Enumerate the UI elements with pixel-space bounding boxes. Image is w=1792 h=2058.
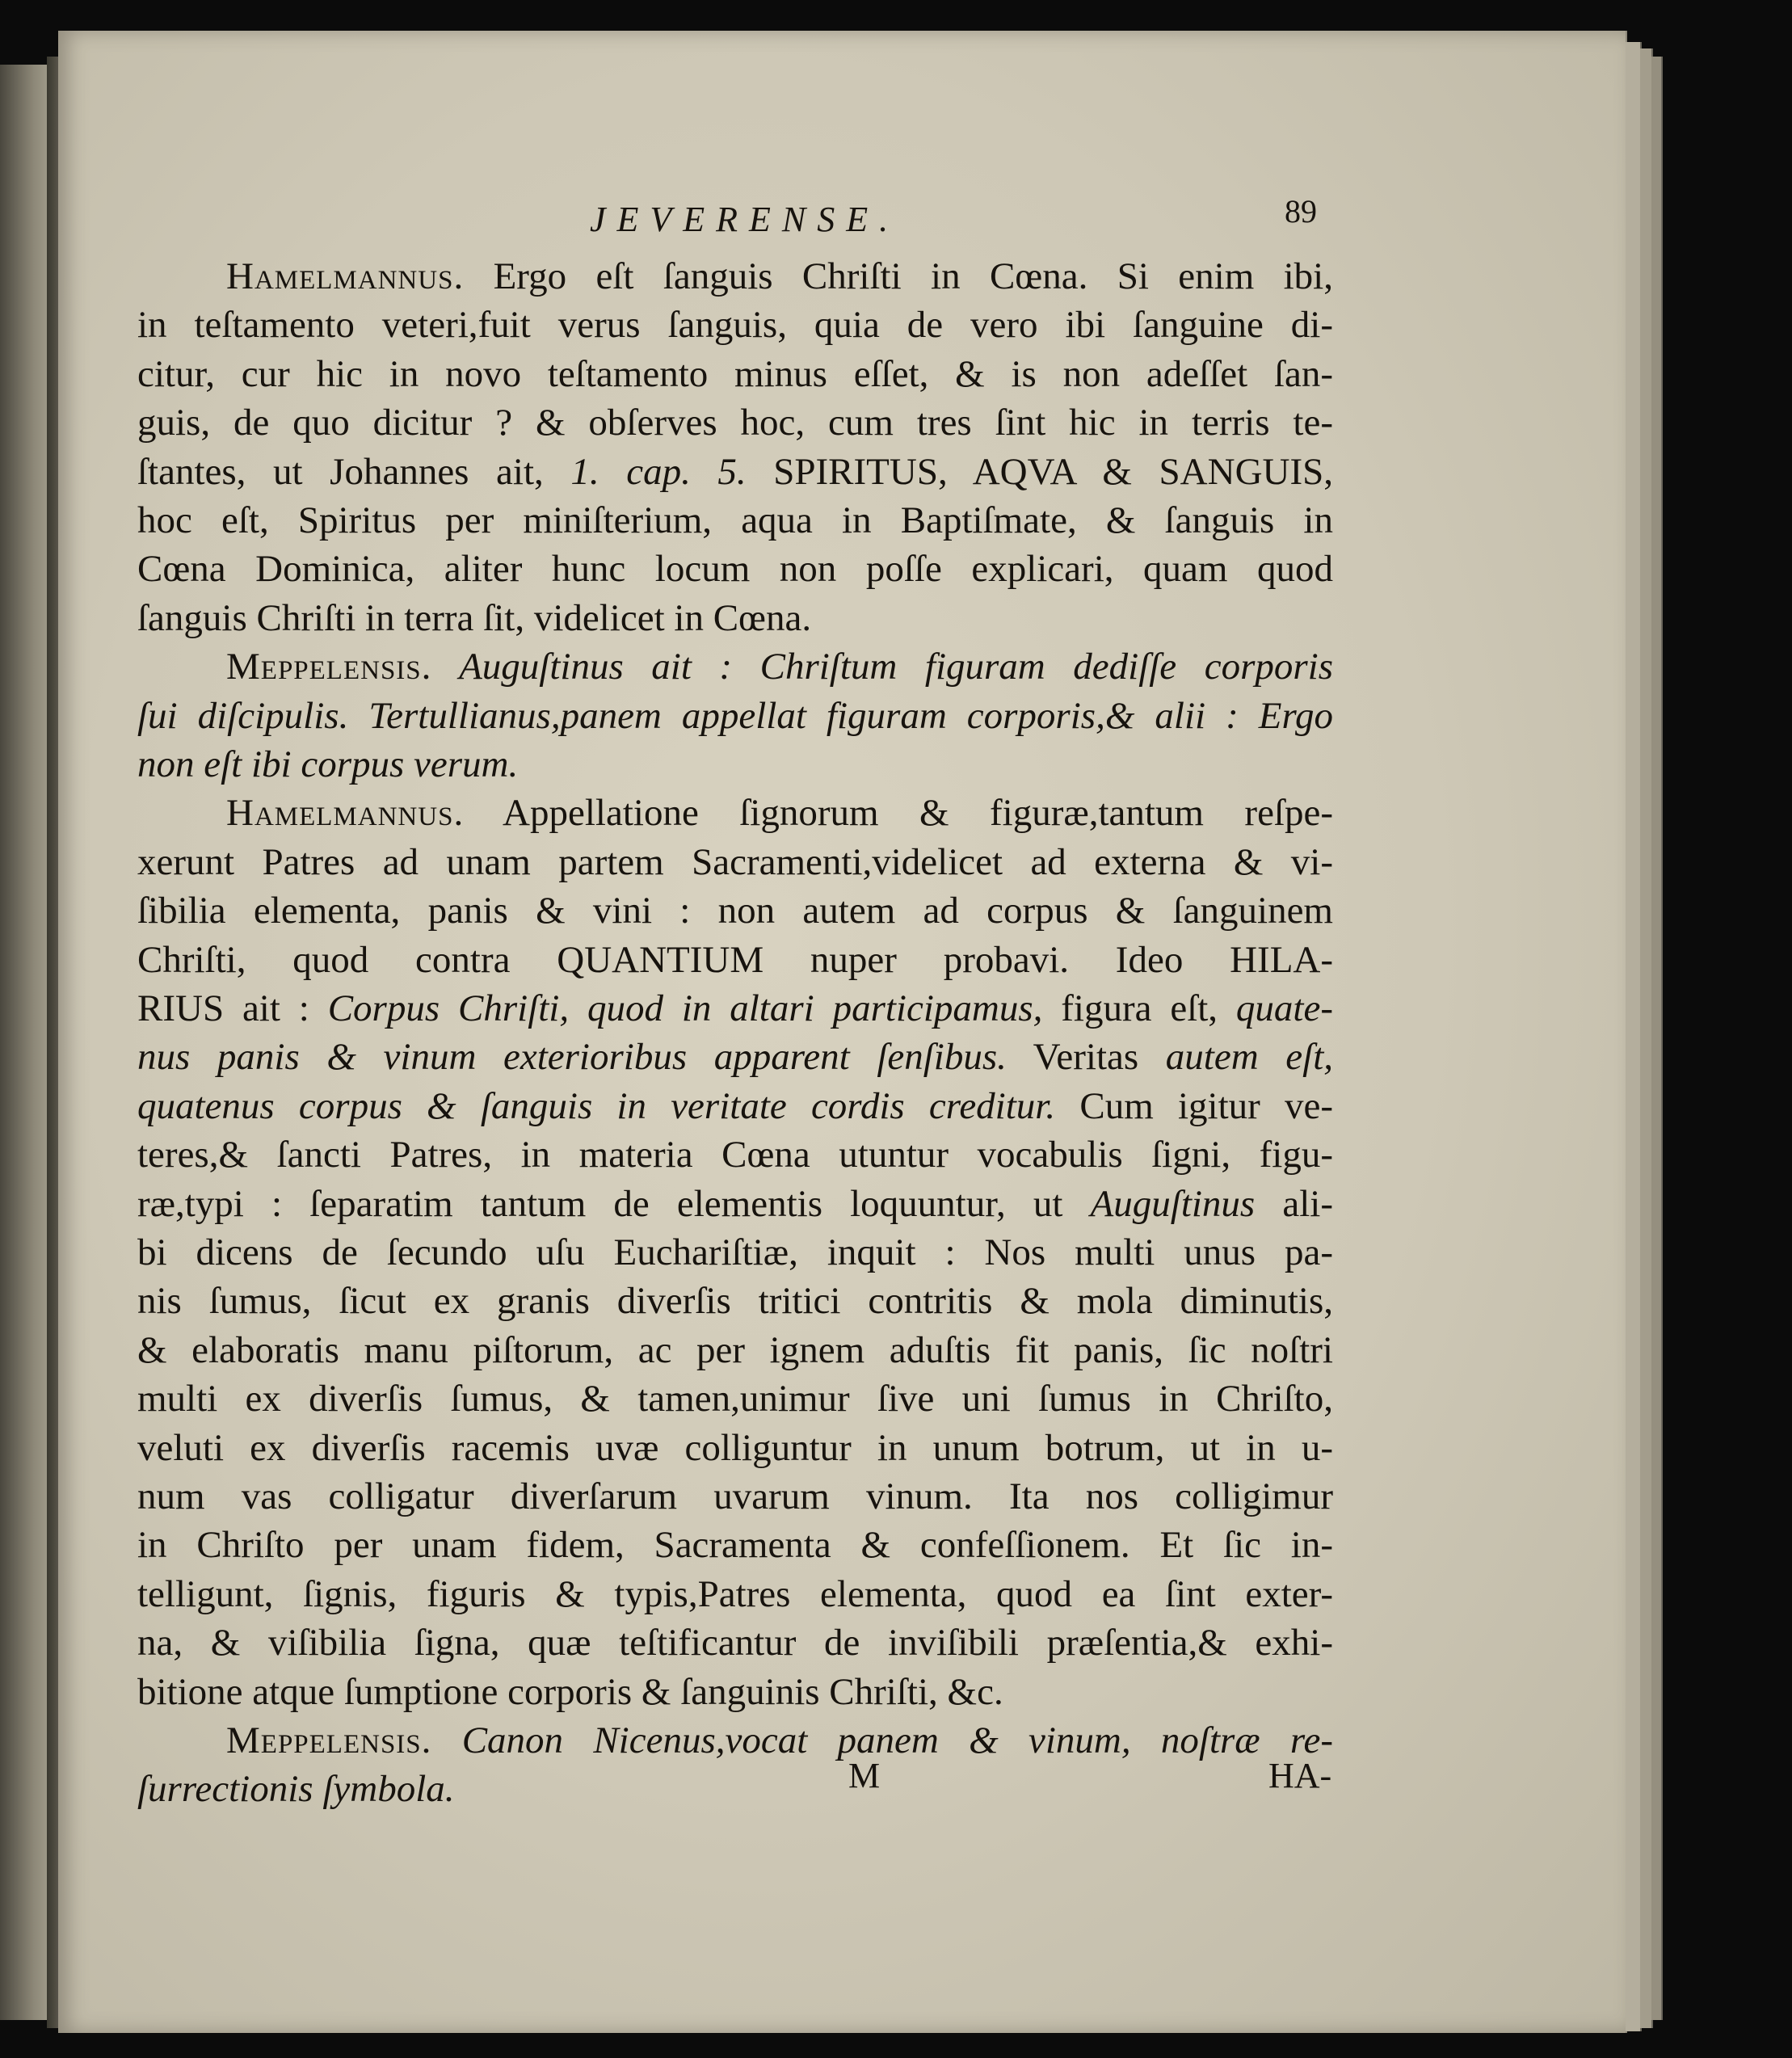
line-text: ali- [1255, 1182, 1333, 1225]
text-line [137, 789, 1333, 837]
text-line [137, 1130, 1333, 1179]
text-line [137, 642, 1333, 691]
speaker-name: Meppelensis. [226, 646, 432, 688]
page-stack-edge [1651, 57, 1663, 2020]
page-number: 89 [1285, 193, 1317, 229]
signature-mark: M [848, 1756, 881, 1795]
reference: 1. cap. 5. [570, 450, 747, 493]
text-line [137, 1180, 1333, 1228]
line-text: hoc eſt, Spiritus per miniſterium, aqua in Baptiſmate, & ſanguis in [137, 499, 1333, 541]
italic-text: ſurrectionis ſymbola. [137, 1768, 455, 1811]
italic-text: Auguſtinus [1090, 1182, 1256, 1225]
italic-text: non eſt ibi corpus verum. [137, 743, 519, 785]
text-line [137, 984, 1333, 1033]
italic-text: quate- [1235, 987, 1333, 1029]
text-line [137, 1570, 1333, 1618]
line-text: Cum igitur ve- [1055, 1084, 1333, 1127]
italic-text: ſui diſcipulis. Tertullianus,panem appellat figuram corporis,& alii : Ergo [137, 694, 1333, 737]
text-line [137, 594, 1333, 642]
italic-text: Corpus Chriſti, quod in altari participamus, [327, 987, 1043, 1029]
line-text: nis ſumus, ſicut ex granis diverſis tritici contritis & mola diminutis, [137, 1280, 1333, 1323]
italic-text: quatenus corpus & ſanguis in veritate cordis creditur. [137, 1084, 1056, 1127]
text-line [137, 740, 1333, 789]
running-title: JEVERENSE. [590, 200, 900, 239]
line-text: teres,& ſancti Patres, in materia Cœna utuntur vocabulis ſigni, figu- [137, 1134, 1333, 1176]
text-line [137, 398, 1333, 447]
line-text: bitione atque ſumptione corporis & ſanguinis Chriſti, &c. [137, 1670, 1003, 1713]
text-line [137, 1618, 1333, 1667]
text-line [137, 1472, 1333, 1521]
line-text: ſibilia elementa, panis & vini : non autem ad corpus & ſanguinem [137, 890, 1333, 932]
italic-text: nus panis & vinum exterioribus apparent ſenſibus. [137, 1036, 1007, 1079]
text-line [137, 1424, 1333, 1472]
line-text: Veritas [1006, 1036, 1166, 1079]
line-text: ſtantes, ut Johannes ait, [137, 450, 571, 493]
text-line [137, 1521, 1333, 1569]
line-text: xerunt Patres ad unam partem Sacramenti,videlicet ad externa & vi- [137, 840, 1333, 883]
running-head [137, 193, 1333, 255]
text-line [137, 545, 1333, 593]
line-text: citur, cur hic in novo teſtamento minus eſſet, & is non adeſſet ſan- [137, 352, 1333, 395]
text-line [137, 1277, 1333, 1325]
text-line [137, 252, 1333, 301]
line-text: Cœna Dominica, aliter hunc locum non poſſe explicari, quam quod [137, 548, 1333, 591]
italic-text: autem eſt, [1165, 1036, 1333, 1079]
text-line [137, 838, 1333, 886]
line-text: na, & viſibilia ſigna, quæ teſtificantur de inviſibili præſentia,& exhi- [137, 1622, 1333, 1664]
text-line [137, 350, 1333, 398]
text-line [137, 1082, 1333, 1130]
line-text: guis, de quo dicitur ? & obſerves hoc, cum tres ſint hic in terris te- [137, 402, 1333, 444]
page-stack-edge [1626, 42, 1642, 2031]
text-line [137, 301, 1333, 349]
line-text: ſanguis Chriſti in terra ſit, videlicet in Cœna. [137, 596, 812, 639]
line-text: Ergo eſt ſanguis Chriſti in Cœna. Si enim ibi, [464, 255, 1333, 297]
line-text: veluti ex diverſis racemis uvæ colliguntur in unum botrum, ut in u- [137, 1426, 1333, 1469]
text-line [137, 886, 1333, 935]
text-line [137, 936, 1333, 984]
catchword: HA- [1268, 1756, 1332, 1795]
text-line [137, 496, 1333, 545]
italic-text: Canon Nicenus,vocat panem & vinum, noſtræ re- [431, 1719, 1333, 1761]
text-line [137, 1033, 1333, 1081]
text-line [137, 1228, 1333, 1277]
speaker-name: Meppelensis. [226, 1719, 432, 1761]
text-line [137, 1326, 1333, 1374]
line-text: multi ex diverſis ſumus, & tamen,unimur ſive uni ſumus in Chriſto, [137, 1378, 1333, 1420]
line-text: & elaboratis manu piſtorum, ac per ignem aduſtis fit panis, ſic noſtri [137, 1328, 1333, 1371]
line-text: num vas colligatur diverſarum uvarum vinum. Ita nos colligimur [137, 1475, 1333, 1517]
italic-text: Auguſtinus ait : Chriſtum figuram dediſſe corporis [431, 646, 1333, 688]
line-text: ræ,typi : ſeparatim tantum de elementis loquuntur, ut [137, 1182, 1091, 1225]
line-text: RIUS ait : [137, 987, 328, 1029]
line-text: in teſtamento veteri,fuit verus ſanguis, quia de vero ibi ſanguine di- [137, 304, 1333, 347]
text-line [137, 1374, 1333, 1423]
line-text: Chriſti, quod contra QUANTIUM nuper probavi. Ideo HILA- [137, 938, 1333, 981]
line-text: Appellatione ſignorum & figuræ,tantum reſpe- [464, 792, 1333, 835]
text-line [137, 1668, 1333, 1716]
text-line [137, 448, 1333, 496]
text-line [137, 692, 1333, 740]
line-text: telligunt, ſignis, figuris & typis,Patres elementa, quod ea ſint exter- [137, 1572, 1333, 1615]
line-text: in Chriſto per unam fidem, Sacramenta & confeſſionem. Et ſic in- [137, 1524, 1333, 1567]
line-text: figura eſt, [1042, 987, 1236, 1029]
speaker-name: Hamelmannus. [226, 255, 465, 297]
speaker-name: Hamelmannus. [226, 792, 465, 835]
line-text: SPIRITUS, AQVA & SANGUIS, [746, 450, 1333, 493]
page-footer [137, 1755, 1333, 1812]
line-text: bi dicens de ſecundo uſu Euchariſtiæ, inquit : Nos multi unus pa- [137, 1231, 1333, 1273]
